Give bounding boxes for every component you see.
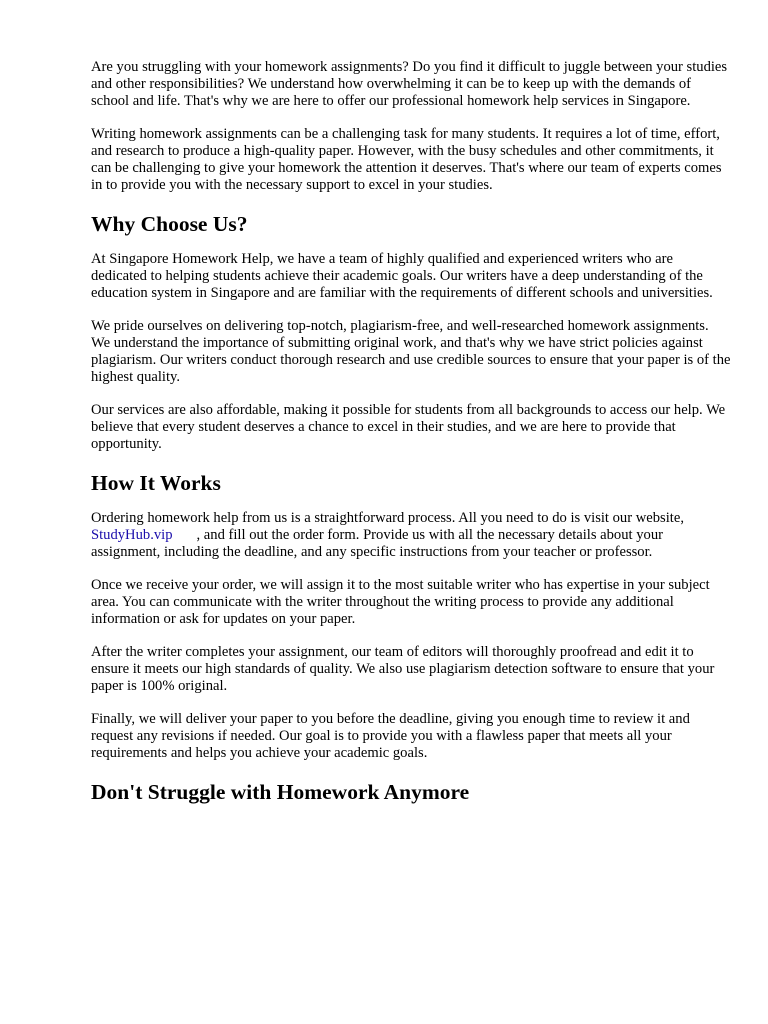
closing-heading: Don't Struggle with Homework Anymore	[91, 780, 470, 804]
intro-paragraph-1: Are you struggling with your homework assignments? Do you find it difficult to juggle between your studies and other responsibilities? We understand how overwhelming it can be to keep up with the demands of school and life. That's why we are here to offer our professional homework help services in Singapore.	[91, 59, 728, 109]
how-it-works-paragraph-1-before: Ordering homework help from us is a straightforward process. All you need to do is visit our website,	[91, 510, 684, 526]
how-it-works-paragraph-1-after: , and fill out the order form. Provide us with all the necessary details about your assignment, including the deadline, and any specific instructions from your teacher or professor.	[91, 527, 663, 560]
how-it-works-paragraph-4: Finally, we will deliver your paper to you before the deadline, giving you enough time to review it and request any revisions if needed. Our goal is to provide you with a flawless paper that meets all your requirements and helps you achieve your academic goals.	[91, 711, 690, 761]
why-choose-us-paragraph-2: We pride ourselves on delivering top-notch, plagiarism-free, and well-researched homework assignments. We understand the importance of submitting original work, and that's why we have strict policies against plagiarism. Our writers conduct thorough research and use credible sources to ensure that your paper is of the highest quality.	[91, 318, 731, 385]
why-choose-us-paragraph-1: At Singapore Homework Help, we have a team of highly qualified and experienced writers who are dedicated to helping students achieve their academic goals. Our writers have a deep understanding of the education system in Singapore and are familiar with the requirements of different schools and universities.	[91, 251, 713, 301]
why-choose-us-heading: Why Choose Us?	[91, 212, 248, 236]
how-it-works-paragraph-1	[91, 510, 731, 561]
intro-paragraph-2: Writing homework assignments can be a challenging task for many students. It requires a lot of time, effort, and research to produce a high-quality paper. However, with the busy schedules and other commitments, it can be challenging to give your homework the attention it deserves. That's where our team of experts comes in to provide you with the necessary support to excel in your studies.	[91, 126, 722, 193]
why-choose-us-paragraph-3: Our services are also affordable, making it possible for students from all backgrounds to access our help. We believe that every student deserves a chance to excel in their studies, and we are here to provide that opportunity.	[91, 402, 726, 452]
how-it-works-heading: How It Works	[91, 471, 221, 495]
how-it-works-paragraph-3: After the writer completes your assignment, our team of editors will thoroughly proofread and edit it to ensure it meets our high standards of quality. We also use plagiarism detection software to ensure that your paper is 100% original.	[91, 644, 715, 694]
studyhub-link[interactable]: StudyHub.vip	[91, 527, 173, 543]
document-body	[91, 59, 731, 819]
how-it-works-paragraph-2: Once we receive your order, we will assign it to the most suitable writer who has expertise in your subject area. You can communicate with the writer throughout the writing process to provide any additional information or ask for updates on your paper.	[91, 577, 710, 627]
